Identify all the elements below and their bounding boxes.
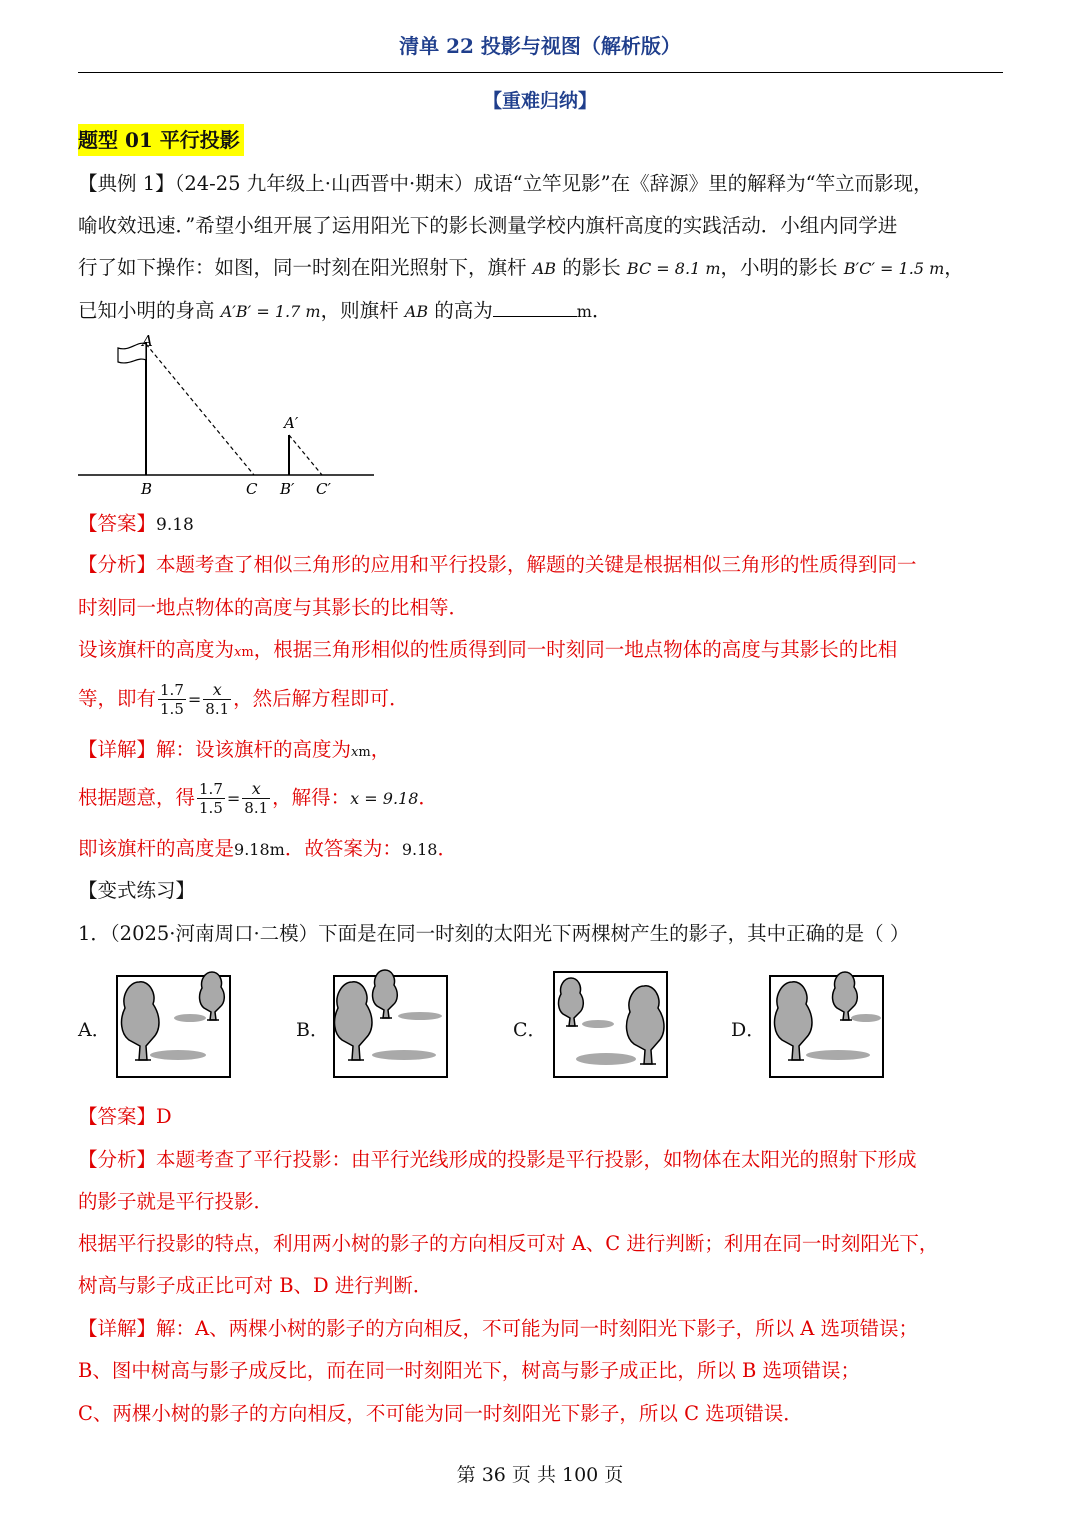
option-b-label: B． [296, 1019, 329, 1041]
sun-ray-a2c2 [289, 435, 322, 475]
label-a-prime: A′ [284, 414, 299, 432]
example-line-4: 已知小明的身高 A′B′ = 1.7 m，则旗杆 AB 的高为 m． [78, 299, 612, 322]
section-title: 【重难归纳】 [482, 90, 597, 112]
answer-blank [493, 298, 577, 317]
fraction-1: $\frac{1.7}{1.5}$ [160, 681, 184, 718]
tree-shadow-options [0, 968, 1080, 1080]
analysis-2-line-4: 树高与影子成正比可对 B、D 进行判断． [78, 1274, 433, 1297]
detail-1-line-3: 即该旗杆的高度是9.18m．故答案为：9.18． [78, 837, 457, 860]
topic-title: 题型 01 平行投影 [78, 124, 244, 156]
example-line-3: 行了如下操作：如图，同一时刻在阳光照射下，旗杆 AB 的影长 BC = 8.1 m，小明的影长 B′C′ = 1.5 m， [78, 256, 964, 279]
detail-1-line-2: 根据题意，得 $\frac{1.7}{1.5}$ = $\frac{x}{8.1}$ ，解得：x = 9.18． [78, 779, 438, 817]
detail-2-line-3: C、两棵小树的影子的方向相反，不可能为同一时刻阳光下影子，所以 C 选项错误． [78, 1402, 803, 1425]
fraction-3: $\frac{1.7}{1.5}$ [199, 780, 223, 817]
example-line-2: 喻收效迅速．”希望小组开展了运用阳光下的影长测量学校内旗杆高度的实践活动．小组内同学进 [78, 214, 898, 237]
option-c-label: C． [513, 1019, 547, 1041]
example-line-1: 【典例 1】（24-25 九年级上·山西晋中·期末）成语“立竿见影”在《辞源》里的解释为“竿立而影现， [78, 172, 933, 195]
label-a: A [142, 332, 153, 350]
answer-2: 【答案】D [78, 1105, 172, 1128]
option-c-figure [554, 972, 667, 1077]
label-b-prime: B′ [280, 480, 295, 498]
sun-ray-ac [146, 344, 254, 475]
option-a-figure [117, 972, 230, 1077]
flagpole-shadow-figure [78, 330, 378, 502]
page-footer: 第 36 页 共 100 页 [456, 1464, 624, 1486]
header-divider [78, 72, 1003, 73]
detail-2-line-1: 【详解】解：A、两棵小树的影子的方向相反，不可能为同一时刻阳光下影子，所以 A 选项错误； [78, 1317, 919, 1340]
question-1: 1．（2025·河南周口·二模）下面是在同一时刻的太阳光下两棵树产生的影子，其中正确的是（ ） [78, 922, 910, 945]
label-c: C [246, 480, 258, 498]
detail-1-line-1: 【详解】解：设该旗杆的高度为xm， [78, 738, 391, 761]
fraction-2: $\frac{x}{8.1}$ [205, 680, 230, 718]
analysis-1-line-1: 【分析】本题考查了相似三角形的应用和平行投影，解题的关键是根据相似三角形的性质得到同一 [78, 553, 917, 576]
label-c-prime: C′ [316, 480, 331, 498]
detail-2-line-2: B、图中树高与影子成反比，而在同一时刻阳光下，树高与影子成正比，所以 B 选项错误； [78, 1359, 861, 1382]
label-b: B [141, 480, 153, 498]
option-d-figure [770, 972, 883, 1077]
analysis-2-line-3: 根据平行投影的特点，利用两小树的影子的方向相反可对 A、C 进行判断；利用在同一时刻阳光下， [78, 1232, 939, 1255]
analysis-1-line-4: 等，即有 $\frac{1.7}{1.5}$ = $\frac{x}{8.1}$ ，然后解方程即可． [78, 680, 409, 718]
analysis-2-line-2: 的影子就是平行投影． [78, 1190, 274, 1213]
practice-title: 【变式练习】 [78, 879, 196, 902]
answer-1: 【答案】9.18 [78, 512, 194, 535]
analysis-2-line-1: 【分析】本题考查了平行投影：由平行光线形成的投影是平行投影，如物体在太阳光的照射下形成 [78, 1148, 917, 1171]
page-header-title: 清单 22 投影与视图（解析版） [399, 34, 681, 58]
option-a-label: A． [78, 1019, 111, 1041]
fraction-4: $\frac{x}{8.1}$ [244, 779, 269, 817]
option-d-label: D． [731, 1019, 766, 1041]
analysis-1-line-3: 设该旗杆的高度为xm，根据三角形相似的性质得到同一时刻同一地点物体的高度与其影长的比相 [78, 638, 898, 661]
analysis-1-line-2: 时刻同一地点物体的高度与其影长的比相等． [78, 596, 469, 619]
option-b-figure [334, 970, 447, 1077]
